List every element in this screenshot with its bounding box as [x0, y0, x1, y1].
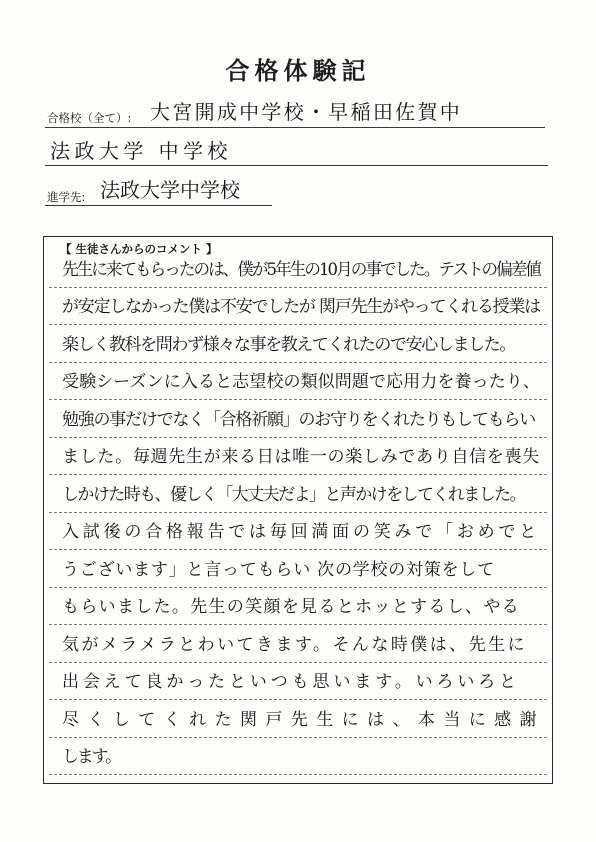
comment-line: しかけた時も、優しく「大丈夫だよ」と声かけをしてくれました。 — [62, 484, 525, 505]
comment-line: 入試後の合格報告では毎回満面の笑みで「おめでと — [62, 522, 540, 542]
comment-line: します。 — [62, 747, 120, 767]
comment-row — [49, 513, 547, 551]
schools-label: 合格校（全て）: — [47, 111, 132, 125]
document-title: 合格体験記 — [225, 57, 371, 85]
schools-underline-2 — [45, 165, 548, 166]
schools-handwritten-line-1: 大宮開成中学校・早稲田佐賀中 — [150, 100, 462, 124]
comment-row — [49, 625, 547, 663]
comment-line: 尽くしてくれた関戸先生には、本当に感謝 — [62, 709, 545, 730]
destination-label: 進学先: — [47, 190, 86, 204]
comment-line: 気がメラメラとわいてきます。そんな時僕は、先生に — [62, 634, 527, 655]
comment-row — [49, 363, 547, 401]
comment-row — [49, 438, 547, 476]
destination-underline — [45, 205, 272, 206]
comment-row — [49, 550, 547, 588]
comment-row — [49, 475, 547, 513]
comment-line: うございます」と言ってもらい 次の学校の対策をして — [62, 559, 495, 580]
comment-row — [49, 325, 547, 363]
comment-line: 出会えて良かったといつも思います。いろいろと — [62, 672, 520, 692]
comment-row — [49, 250, 547, 288]
comment-header: 【 生徒さんからのコメント 】 — [60, 242, 218, 256]
comment-row — [49, 700, 547, 738]
schools-underline-1 — [45, 127, 545, 128]
comment-row — [49, 400, 547, 438]
comment-line: 勉強の事だけでなく「合格祈願」のお守りをくれたりもしてもらい — [62, 409, 535, 430]
comment-line: 楽しく教科を問わず様々な事を教えてくれたので安心しました。 — [62, 334, 515, 355]
schools-handwritten-line-2: 法政大学 中学校 — [50, 139, 232, 163]
comment-row — [49, 663, 547, 701]
comment-row — [49, 738, 547, 776]
comment-row — [49, 288, 547, 326]
comment-row — [49, 588, 547, 626]
comment-line: が安定しなかった僕は不安でしたが 関戸先生がやってくれる授業は — [62, 297, 540, 317]
comment-line: 先生に来てもらったのは、僕が5年生の10月の事でした。テストの偏差値 — [62, 259, 540, 280]
destination-handwritten: 法政大学中学校 — [100, 178, 240, 202]
comment-lines — [49, 250, 547, 775]
comment-line: もらいました。先生の笑顔を見るとホッとするし、やる — [62, 597, 520, 617]
comment-line: 受験シーズンに入ると志望校の類似問題で応用力を養ったり、 — [62, 372, 540, 392]
comment-line: ました。毎週先生が来る日は唯一の楽しみであり自信を喪失 — [62, 447, 540, 467]
